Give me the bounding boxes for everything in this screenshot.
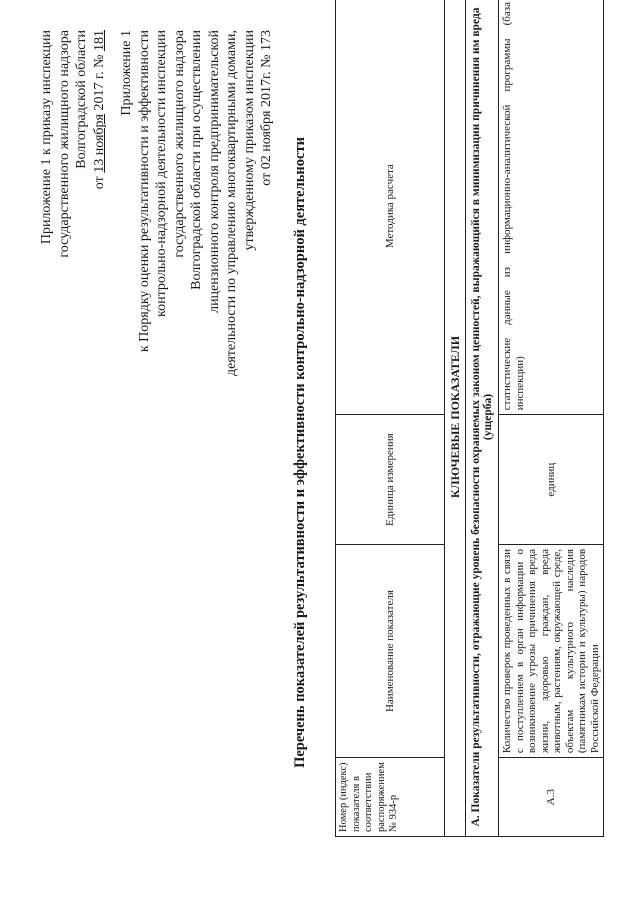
order-header-line: Волгоградской области — [74, 30, 89, 169]
appendix-header-line: Волгоградской области при осуществлении — [189, 30, 204, 290]
appendix-header-line: лицензионного контроля предпринимательской — [206, 30, 222, 313]
document-title: Перечень показателей результативности и эффективности контрольно-надзорной деятельности — [292, 137, 308, 768]
section-a-label: А. Показатели результативности, отражающие уровень безопасности охраняемых законом ценностей, выражающийся в минимизации причинения им вреда (ущерба) — [466, 0, 499, 837]
appendix-header-line: контрольно-надзорной деятельности инспекции — [154, 30, 169, 317]
row-index: А.3 — [499, 758, 604, 837]
table-header-row — [336, 0, 445, 837]
row-name: Количество проверок проведенных в связи с поступлением в орган информации о возникновение угрозы причинения вреда жизни, здоровью граждан, вреда животным, растениям, окружающей среде, объектам культурного наследия (памятникам истории и культуры) народов Российской Федерации — [499, 544, 604, 757]
row-unit: единиц — [499, 415, 604, 545]
order-header-line: государственного жилищного надзора — [56, 30, 72, 258]
order-header-line: Приложение 1 к приказу инспекции — [39, 30, 54, 245]
appendix-header-line: утвержденному приказом инспекции — [241, 30, 257, 251]
order-date: 13 ноября — [91, 114, 107, 173]
appendix-header-line: государственного жилищного надзора — [171, 30, 187, 258]
section-key-label: КЛЮЧЕВЫЕ ПОКАЗАТЕЛИ — [445, 0, 466, 837]
section-key-row — [445, 0, 466, 837]
appendix-header — [118, 30, 276, 376]
order-number: 181 — [91, 30, 107, 51]
appendix-header-line: Приложение 1 — [119, 30, 134, 116]
appendix-header-line: от 02 ноября 2017г. № 173 — [259, 30, 274, 186]
row-method: статистические данные из информационно-аналитической программы (база инспекции) — [499, 0, 604, 415]
order-header — [38, 30, 108, 258]
section-a-row — [466, 0, 499, 837]
header-name: Наименование показателя — [336, 544, 445, 757]
table-row — [499, 0, 604, 837]
header-index: Номер (индекс) показателя в соответствии распоряжением № 934-р — [336, 758, 445, 837]
order-date-prefix: от — [91, 172, 107, 190]
header-method: Методика расчета — [336, 0, 445, 415]
indicators-table — [335, 0, 604, 837]
order-date-suffix: 2017 г. № — [91, 51, 107, 115]
appendix-header-line: деятельности по управлению многоквартирными домами, — [224, 30, 239, 376]
order-header-date-line — [91, 30, 109, 258]
appendix-header-line: к Порядку оценки результативности и эффективности — [136, 30, 152, 353]
header-unit: Единица измерения — [336, 415, 445, 545]
